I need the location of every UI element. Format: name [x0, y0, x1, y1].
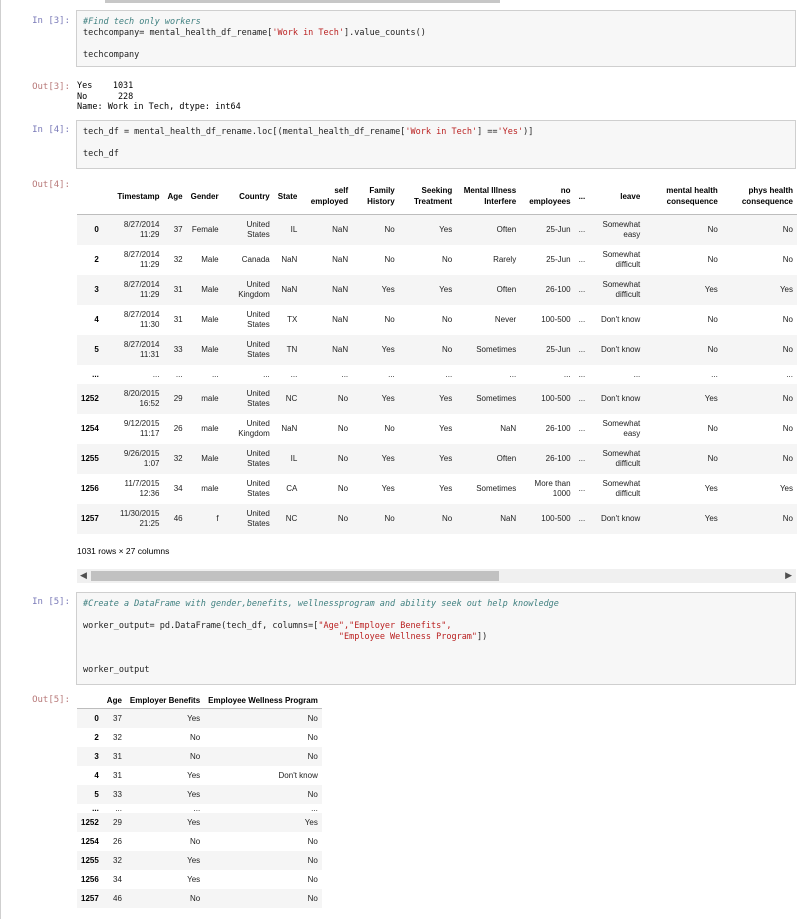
table-cell: No — [441, 345, 453, 354]
output-text-3 — [77, 81, 241, 113]
table-cell: 46 — [113, 894, 122, 903]
table-cell: 8/27/2014 11:31 — [123, 340, 160, 359]
table-row — [77, 851, 322, 870]
table-cell: ... — [578, 285, 586, 294]
table-cell: Male — [201, 345, 219, 354]
output-prompt-3: Out[3]: — [32, 82, 70, 92]
output-line: No 228 — [77, 91, 134, 102]
column-header: Country — [239, 191, 270, 201]
table-cell: No — [307, 894, 318, 903]
table-cell: ... — [193, 804, 201, 813]
table-cell: No — [782, 315, 793, 324]
table-cell: United States — [246, 449, 270, 468]
table-cell: ... — [578, 255, 586, 264]
table-cell: Yes — [187, 856, 201, 865]
table-cell: No — [707, 255, 718, 264]
table-row — [77, 365, 797, 384]
table-row — [77, 870, 322, 889]
code-text: ].value_counts() — [344, 28, 426, 38]
table-cell: Sometimes — [476, 345, 517, 354]
table-cell: No — [384, 315, 395, 324]
table-row — [77, 889, 322, 908]
table-row — [77, 785, 322, 804]
table-cell: ... — [578, 394, 586, 403]
table-cell: ... — [115, 804, 122, 813]
table-cell: 8/27/2014 11:30 — [123, 310, 160, 329]
dataframe-shape: 1031 rows × 27 columns — [77, 546, 170, 556]
row-index: 1257 — [81, 894, 99, 903]
table-cell: No — [307, 714, 318, 723]
row-index: 2 — [94, 255, 99, 264]
table-cell: NaN — [332, 315, 349, 324]
column-header: Age — [106, 695, 122, 705]
table-cell: IL — [290, 225, 298, 234]
code-string: 'Work in Tech' — [272, 28, 345, 38]
column-header: no employees — [529, 186, 571, 206]
dataframe-tech-df — [77, 178, 797, 534]
table-cell: United Kingdom — [238, 280, 270, 299]
column-header: State — [277, 191, 298, 201]
row-index: 1257 — [81, 514, 99, 523]
table-row — [77, 747, 322, 766]
horizontal-scrollbar[interactable] — [77, 569, 796, 583]
table-cell: 33 — [173, 345, 183, 354]
table-cell: No — [707, 345, 718, 354]
table-cell: Don't know — [600, 315, 641, 324]
index-header — [77, 692, 103, 709]
table-cell: 11/7/2015 12:36 — [124, 479, 160, 498]
table-row — [77, 474, 797, 504]
table-cell: 11/30/2015 21:25 — [120, 509, 160, 528]
table-cell: ... — [578, 315, 586, 324]
row-index: 4 — [94, 315, 99, 324]
input-prompt-3: In [3]: — [32, 16, 70, 26]
code-string: 'Work in Tech' — [405, 127, 478, 137]
table-cell: Sometimes — [476, 394, 517, 403]
table-cell: 25-Jun — [546, 225, 571, 234]
table-cell: ... — [578, 370, 586, 379]
table-cell: Somewhat easy — [602, 220, 641, 239]
table-cell: No — [307, 856, 318, 865]
row-index: 0 — [94, 714, 99, 723]
table-cell: No — [707, 315, 718, 324]
table-cell: NaN — [500, 514, 517, 523]
table-cell: male — [201, 484, 219, 493]
table-cell: No — [441, 255, 453, 264]
table-row — [77, 504, 797, 534]
table-row — [77, 444, 797, 474]
column-header: phys health consequence — [741, 186, 793, 206]
table-row — [77, 766, 322, 785]
table-cell: No — [337, 484, 349, 493]
table-row — [77, 384, 797, 414]
column-header: Employer Benefits — [129, 695, 201, 705]
table-cell: ... — [341, 370, 349, 379]
column-header: Seeking Treatment — [413, 186, 453, 206]
table-cell: No — [384, 225, 395, 234]
table-cell: ... — [290, 370, 298, 379]
table-cell: 26-100 — [545, 285, 571, 294]
table-cell: Yes — [704, 514, 718, 523]
table-cell: United States — [246, 479, 270, 498]
output-prompt-5: Out[5]: — [32, 695, 70, 705]
table-cell: 100-500 — [541, 315, 571, 324]
table-cell: 32 — [113, 733, 122, 742]
table-cell: ... — [786, 370, 793, 379]
table-cell: Somewhat difficult — [602, 449, 641, 468]
table-cell: No — [189, 752, 201, 761]
table-cell: NC — [285, 514, 298, 523]
table-cell: Yes — [304, 818, 318, 827]
table-cell: Yes — [381, 345, 395, 354]
table-cell: NaN — [281, 424, 298, 433]
table-cell: No — [307, 733, 318, 742]
table-cell: Yes — [439, 484, 453, 493]
table-cell: ... — [175, 370, 183, 379]
output-prompt-4: Out[4]: — [32, 180, 70, 190]
table-cell: NaN — [332, 255, 349, 264]
table-cell: United States — [246, 509, 270, 528]
table-row — [77, 832, 322, 851]
table-cell: Don't know — [600, 394, 641, 403]
table-cell: Don't know — [278, 771, 318, 780]
row-index: 1256 — [81, 875, 99, 884]
table-cell: NaN — [281, 255, 298, 264]
output-line: Yes 1031 — [77, 81, 134, 91]
table-cell: Yes — [381, 285, 395, 294]
table-cell: NC — [285, 394, 298, 403]
table-cell: Yes — [439, 225, 453, 234]
table-cell: NaN — [281, 285, 298, 294]
table-cell: No — [441, 315, 453, 324]
table-cell: Male — [201, 255, 219, 264]
dataframe-table — [77, 178, 797, 534]
code-string: 'Yes' — [497, 127, 524, 137]
column-header: Family History — [367, 186, 395, 206]
table-cell: Somewhat difficult — [602, 280, 641, 299]
table-cell: 26 — [173, 424, 183, 433]
table-row — [77, 709, 322, 729]
table-cell: 31 — [113, 771, 122, 780]
column-header: leave — [620, 191, 641, 201]
table-cell: Somewhat easy — [602, 419, 641, 438]
row-index: 1255 — [81, 856, 99, 865]
table-cell: No — [337, 514, 349, 523]
table-cell: No — [307, 837, 318, 846]
dataframe-worker-output — [77, 692, 322, 908]
table-cell: 37 — [113, 714, 122, 723]
table-cell: Don't know — [600, 514, 641, 523]
code-comment: #Create a DataFrame with gender,benefits, wellnessprogram and ability seek out help knowledge — [83, 599, 559, 609]
table-row — [77, 215, 797, 246]
table-cell: ... — [152, 370, 160, 379]
dataframe-table — [77, 692, 322, 908]
row-index: 5 — [94, 790, 99, 799]
table-cell: Yes — [704, 394, 718, 403]
previous-output-scrollbar[interactable] — [105, 0, 500, 3]
row-index: 3 — [94, 285, 99, 294]
row-index: 2 — [94, 733, 99, 742]
table-cell: Sometimes — [476, 484, 517, 493]
table-cell: Canada — [241, 255, 270, 264]
column-header: Gender — [190, 191, 219, 201]
table-cell: CA — [286, 484, 298, 493]
column-header: Mental Illness Interfere — [463, 186, 517, 206]
row-index: 0 — [94, 225, 99, 234]
table-cell: No — [707, 424, 718, 433]
table-cell: No — [707, 225, 718, 234]
code-text: ] == — [477, 127, 498, 137]
table-cell: No — [337, 394, 349, 403]
notebook-left-border — [0, 0, 1, 919]
table-cell: No — [337, 424, 349, 433]
table-cell: No — [337, 454, 349, 463]
scroll-right-icon[interactable]: ▶ — [785, 571, 792, 581]
table-cell: 8/27/2014 11:29 — [123, 250, 160, 269]
table-cell: NaN — [332, 285, 349, 294]
table-cell: 31 — [113, 752, 122, 761]
table-cell: Rarely — [493, 255, 517, 264]
table-cell: No — [189, 733, 201, 742]
code-text: techcompany — [83, 50, 140, 60]
row-index: 1256 — [81, 484, 99, 493]
table-cell: male — [201, 424, 219, 433]
table-cell: IL — [290, 454, 298, 463]
table-cell: ... — [578, 225, 586, 234]
row-index: 1252 — [81, 818, 99, 827]
table-cell: ... — [509, 370, 517, 379]
table-row — [77, 305, 797, 335]
table-cell: 46 — [173, 514, 183, 523]
table-row — [77, 414, 797, 444]
code-text: tech_df — [83, 149, 119, 159]
table-cell: ... — [563, 370, 571, 379]
table-cell: f — [216, 514, 219, 523]
table-cell: United Kingdom — [238, 419, 270, 438]
table-cell: ... — [578, 345, 586, 354]
table-cell: 100-500 — [541, 394, 571, 403]
table-cell: No — [441, 514, 453, 523]
table-cell: 32 — [173, 454, 183, 463]
table-cell: Somewhat difficult — [602, 479, 641, 498]
table-cell: Yes — [381, 484, 395, 493]
row-index: 5 — [94, 345, 99, 354]
code-cell-4[interactable] — [76, 120, 796, 169]
table-cell: 34 — [113, 875, 122, 884]
table-cell: 8/20/2015 16:52 — [123, 389, 160, 408]
table-cell: United States — [246, 389, 270, 408]
table-cell: No — [782, 514, 793, 523]
table-cell: Often — [496, 225, 517, 234]
code-text: ]) — [477, 632, 488, 642]
table-cell: Yes — [779, 484, 793, 493]
table-cell: No — [307, 790, 318, 799]
code-text: worker_output — [83, 665, 150, 675]
table-cell: United States — [246, 340, 270, 359]
table-cell: Male — [201, 285, 219, 294]
table-cell: No — [384, 424, 395, 433]
column-header: Age — [167, 191, 183, 201]
output-line: Name: Work in Tech, dtype: int64 — [77, 102, 241, 112]
table-cell: No — [782, 255, 793, 264]
code-indent — [83, 632, 339, 642]
table-cell: 37 — [173, 225, 183, 234]
table-cell: Yes — [381, 394, 395, 403]
row-index: 4 — [94, 771, 99, 780]
code-text: techcompany= mental_health_df_rename[ — [83, 28, 273, 38]
table-cell: Yes — [187, 875, 201, 884]
table-cell: No — [384, 255, 395, 264]
scrollbar-thumb[interactable] — [91, 571, 499, 581]
table-cell: Yes — [439, 394, 453, 403]
row-index: ... — [92, 370, 99, 379]
table-cell: NaN — [500, 424, 517, 433]
table-cell: No — [782, 345, 793, 354]
table-cell: No — [782, 225, 793, 234]
table-cell: 34 — [173, 484, 183, 493]
code-text: )] — [523, 127, 534, 137]
table-cell: ... — [578, 514, 586, 523]
row-index: 1255 — [81, 454, 99, 463]
code-cell-5[interactable] — [76, 592, 796, 685]
row-index: ... — [92, 804, 99, 813]
table-cell: United States — [246, 310, 270, 329]
code-cell-3[interactable] — [76, 10, 796, 67]
table-cell: male — [201, 394, 219, 403]
scroll-left-icon[interactable]: ◀ — [80, 571, 87, 581]
code-comment: #Find tech only workers — [83, 17, 201, 27]
column-header: Timestamp — [117, 191, 160, 201]
row-index: 1254 — [81, 424, 99, 433]
table-cell: 9/26/2015 1:07 — [123, 449, 160, 468]
table-cell: ... — [711, 370, 718, 379]
table-cell: TN — [286, 345, 298, 354]
column-header: ... — [578, 191, 586, 201]
code-string: "Age","Employer Benefits", — [318, 621, 452, 631]
table-cell: ... — [445, 370, 453, 379]
table-cell: No — [384, 514, 395, 523]
row-index: 1254 — [81, 837, 99, 846]
code-string: "Employee Wellness Program" — [338, 632, 478, 642]
table-cell: No — [782, 454, 793, 463]
table-cell: NaN — [332, 225, 349, 234]
table-cell: 26-100 — [545, 424, 571, 433]
input-prompt-5: In [5]: — [32, 597, 70, 607]
table-cell: 31 — [173, 285, 183, 294]
table-cell: Yes — [187, 771, 201, 780]
table-cell: 25-Jun — [546, 255, 571, 264]
table-cell: No — [189, 894, 201, 903]
table-cell: Yes — [439, 285, 453, 294]
table-cell: Yes — [187, 818, 201, 827]
table-cell: ... — [578, 484, 586, 493]
table-row — [77, 335, 797, 365]
table-cell: Often — [496, 285, 517, 294]
table-row — [77, 804, 322, 813]
table-cell: 100-500 — [541, 514, 571, 523]
table-row — [77, 728, 322, 747]
table-cell: No — [307, 875, 318, 884]
column-header: Employee Wellness Program — [208, 695, 318, 705]
table-cell: ... — [388, 370, 395, 379]
index-header — [77, 178, 103, 215]
table-row — [77, 245, 797, 275]
table-cell: No — [782, 394, 793, 403]
table-cell: ... — [263, 370, 270, 379]
table-cell: Male — [201, 454, 219, 463]
table-cell: Often — [496, 454, 517, 463]
table-cell: TX — [287, 315, 298, 324]
table-cell: 32 — [113, 856, 122, 865]
table-cell: ... — [578, 454, 586, 463]
table-cell: No — [307, 752, 318, 761]
table-cell: Yes — [704, 285, 718, 294]
table-cell: 8/27/2014 11:29 — [123, 220, 160, 239]
table-cell: 8/27/2014 11:29 — [123, 280, 160, 299]
table-cell: ... — [578, 424, 586, 433]
table-cell: 25-Jun — [546, 345, 571, 354]
code-text: tech_df = mental_health_df_rename.loc[(mental_health_df_rename[ — [83, 127, 406, 137]
table-cell: 26 — [113, 837, 122, 846]
table-cell: 26-100 — [545, 454, 571, 463]
table-cell: Yes — [381, 454, 395, 463]
code-text: worker_output= pd.DataFrame(tech_df, columns=[ — [83, 621, 319, 631]
table-cell: No — [707, 454, 718, 463]
table-cell: 32 — [173, 255, 183, 264]
table-cell: NaN — [332, 345, 349, 354]
row-index: 1252 — [81, 394, 99, 403]
table-row — [77, 275, 797, 305]
table-cell: Never — [494, 315, 517, 324]
table-cell: Yes — [779, 285, 793, 294]
table-cell: Yes — [439, 424, 453, 433]
table-cell: Don't know — [600, 345, 641, 354]
table-cell: No — [189, 837, 201, 846]
table-cell: Yes — [439, 454, 453, 463]
table-cell: Male — [201, 315, 219, 324]
row-index: 3 — [94, 752, 99, 761]
table-cell: 31 — [173, 315, 183, 324]
table-cell: 9/12/2015 11:17 — [123, 419, 160, 438]
table-cell: United States — [246, 220, 270, 239]
table-cell: No — [782, 424, 793, 433]
table-cell: ... — [311, 804, 318, 813]
table-cell: More than 1000 — [534, 479, 571, 498]
table-cell: ... — [633, 370, 641, 379]
table-cell: Yes — [704, 484, 718, 493]
table-cell: Female — [191, 225, 219, 234]
input-prompt-4: In [4]: — [32, 125, 70, 135]
table-cell: 29 — [113, 818, 122, 827]
table-cell: Yes — [187, 714, 201, 723]
table-cell: Somewhat difficult — [602, 250, 641, 269]
column-header: self employed — [310, 186, 349, 206]
table-cell: ... — [211, 370, 219, 379]
table-cell: 29 — [173, 394, 183, 403]
table-row — [77, 813, 322, 832]
column-header: mental health consequence — [666, 186, 718, 206]
table-cell: Yes — [187, 790, 201, 799]
table-cell: 33 — [113, 790, 122, 799]
